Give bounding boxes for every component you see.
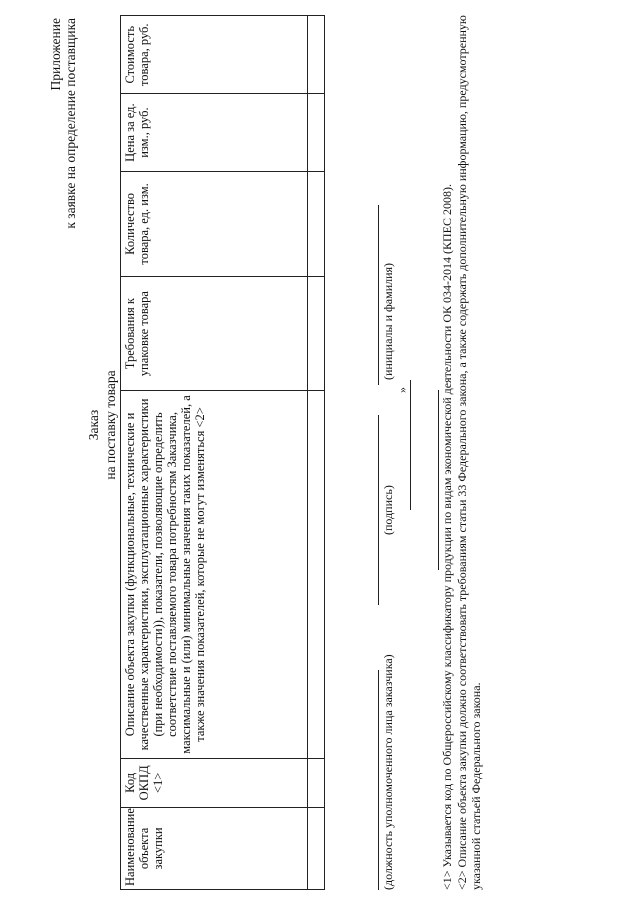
column-header-cost: Стоимость товара, руб. [121, 16, 308, 94]
table-row [308, 16, 325, 890]
table-cell [308, 758, 325, 807]
position-label: (должность уполномоченного лица заказчика) [381, 654, 395, 890]
column-header-description: Описание объекта закупки (функциональные, технические и качественные характеристики, эксплуатационные характеристики (при необходимости)), показатели, позволяющие определить соответствие поставляемого товара потребностям Заказчика, максимальные и (или) минимальные значения таких показателей, а также значения показателей, которые не могут изменяться <2> [121, 391, 308, 759]
document-title [85, 275, 119, 575]
table-cell [308, 16, 325, 94]
date-line-2 [438, 390, 439, 570]
appendix-heading [48, 18, 78, 378]
date-quote: » [395, 387, 409, 393]
column-header-name: Наименование объекта закупки [121, 807, 308, 889]
order-table [120, 15, 325, 890]
footnote-2: <2> Описание объекта закупки должно соответствовать требованиям статьи 33 Федерального закона, а также содержать дополнительную информацию, предусмотренную указанной статьей Федерального закона. [454, 15, 483, 890]
footnote-1: <1> Указывается код по Общероссийскому классификатору продукции по видам экономической деятельности ОК 034-2014 (КПЕС 2008). [440, 184, 454, 890]
table-header-row [121, 16, 308, 890]
footnotes [440, 15, 484, 890]
date-line-1 [410, 380, 411, 510]
name-signature-line [378, 205, 379, 385]
position-signature-line [378, 670, 379, 890]
table-cell [308, 94, 325, 171]
column-header-quantity: Количество товара, ед. изм. [121, 171, 308, 276]
title-line-2: на поставку товара [103, 370, 118, 480]
column-header-unit-price: Цена за ед. изм., руб. [121, 94, 308, 171]
name-label: (инициалы и фамилия) [381, 262, 395, 380]
title-line-1: Заказ [86, 409, 101, 441]
appendix-line-1: Приложение [48, 18, 63, 91]
signature-label: (подпись) [381, 485, 395, 535]
column-header-okpd: Код ОКПД <1> [121, 758, 308, 807]
table-cell [308, 391, 325, 759]
table-cell [308, 807, 325, 889]
table-cell [308, 277, 325, 391]
appendix-line-2: к заявке на определение поставщика [63, 18, 78, 229]
column-header-packaging: Требования к упаковке товара [121, 277, 308, 391]
table-cell [308, 171, 325, 276]
signature-line [378, 415, 379, 605]
